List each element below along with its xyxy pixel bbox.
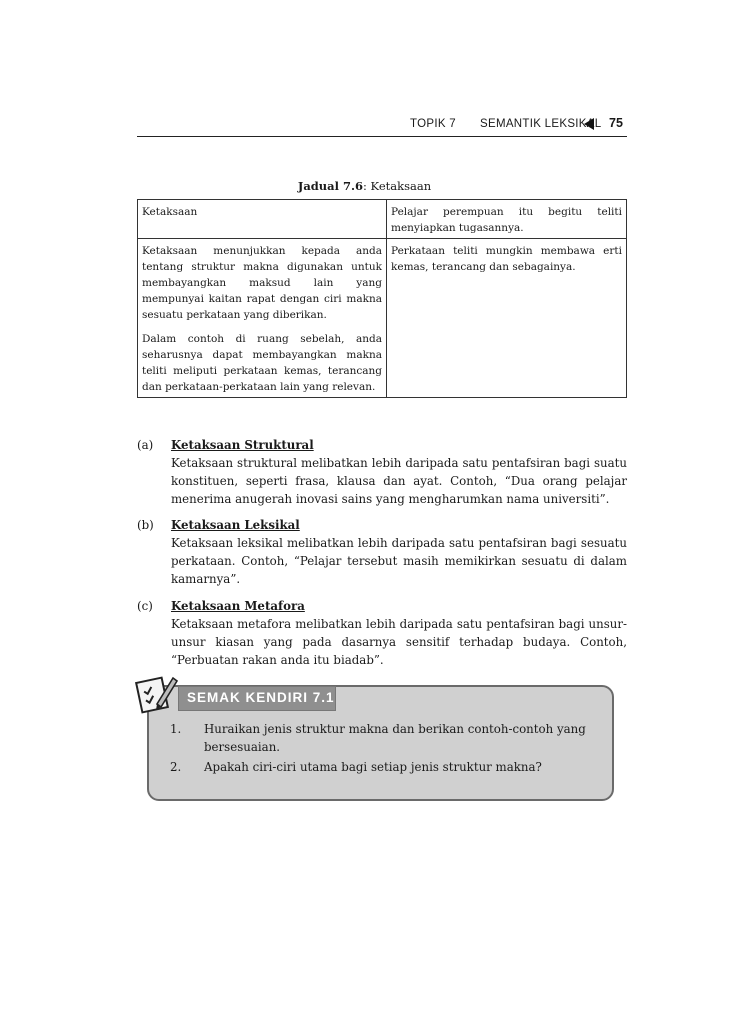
item-title: Ketaksaan Struktural xyxy=(171,438,314,452)
left-triangle-icon xyxy=(584,118,594,130)
topic-label: TOPIK 7 xyxy=(410,118,456,130)
table-cell xyxy=(138,239,387,398)
cell-paragraph: Ketaksaan menunjukkan kepada anda tentang struktur makna digunakan untuk membayangkan maksud lain yang mempunyai kaitan rapat dengan ciri makna sesuatu perkataan yang diberikan. xyxy=(142,245,382,321)
item-marker: (a) xyxy=(137,438,154,452)
item-text: Ketaksaan metafora melibatkan lebih daripada satu pentafsiran bagi unsur-unsur kiasan yang pada dasarnya sensitif terhadap budaya. Contoh, “Perbuatan rakan anda itu biadab”. xyxy=(171,617,627,667)
list-item xyxy=(170,758,600,776)
item-text: Ketaksaan struktural melibatkan lebih daripada satu pentafsiran bagi suatu konstituen, seperti frasa, klausa dan ayat. Contoh, “Dua orang pelajar menerima anugerah inovasi sains yang mengharumkan nama universiti”. xyxy=(171,456,627,506)
ambiguity-table xyxy=(137,199,627,398)
cell-text: Ketaksaan xyxy=(142,206,198,218)
section-title: SEMANTIK LEKSIKAL xyxy=(480,118,602,130)
table-row xyxy=(138,239,627,398)
item-marker: (c) xyxy=(137,599,153,613)
question-text: Apakah ciri-ciri utama bagi setiap jenis struktur makna? xyxy=(204,760,542,774)
item-title: Ketaksaan Leksikal xyxy=(171,518,300,532)
table-cell xyxy=(138,200,387,239)
table-cell xyxy=(387,200,627,239)
list-item xyxy=(137,516,627,588)
table-row xyxy=(138,200,627,239)
table-title: : Ketaksaan xyxy=(363,179,432,193)
page-number: 75 xyxy=(609,116,623,130)
self-check-title: SEMAK KENDIRI 7.1 xyxy=(187,690,335,705)
table-cell xyxy=(387,239,627,398)
cell-paragraph: Dalam contoh di ruang sebelah, anda seharusnya dapat membayangkan makna teliti meliputi perkataan kemas, terancang dan perkataan-perkataan lain yang relevan. xyxy=(142,333,382,393)
question-number: 2. xyxy=(170,760,182,774)
self-check-tab xyxy=(178,686,336,711)
checklist-pencil-icon xyxy=(133,670,179,716)
list-item xyxy=(137,436,627,508)
question-number: 1. xyxy=(170,722,182,736)
item-title: Ketaksaan Metafora xyxy=(171,599,305,613)
page-header xyxy=(137,114,627,137)
item-marker: (b) xyxy=(137,518,154,532)
list-item xyxy=(170,720,600,756)
cell-text: Perkataan teliti mungkin membawa erti kemas, terancang dan sebagainya. xyxy=(391,245,622,273)
cell-text: Pelajar perempuan itu begitu teliti menyiapkan tugasannya. xyxy=(391,206,622,234)
table-label: Jadual 7.6 xyxy=(297,179,364,193)
question-text: Huraikan jenis struktur makna dan berikan contoh-contoh yang bersesuaian. xyxy=(204,722,586,754)
list-item xyxy=(137,597,627,669)
table-caption xyxy=(0,179,729,193)
self-check-questions xyxy=(170,720,600,778)
item-text: Ketaksaan leksikal melibatkan lebih daripada satu pentafsiran bagi sesuatu perkataan. Contoh, “Pelajar tersebut masih memikirkan sesuatu di dalam kamarnya”. xyxy=(171,536,627,586)
